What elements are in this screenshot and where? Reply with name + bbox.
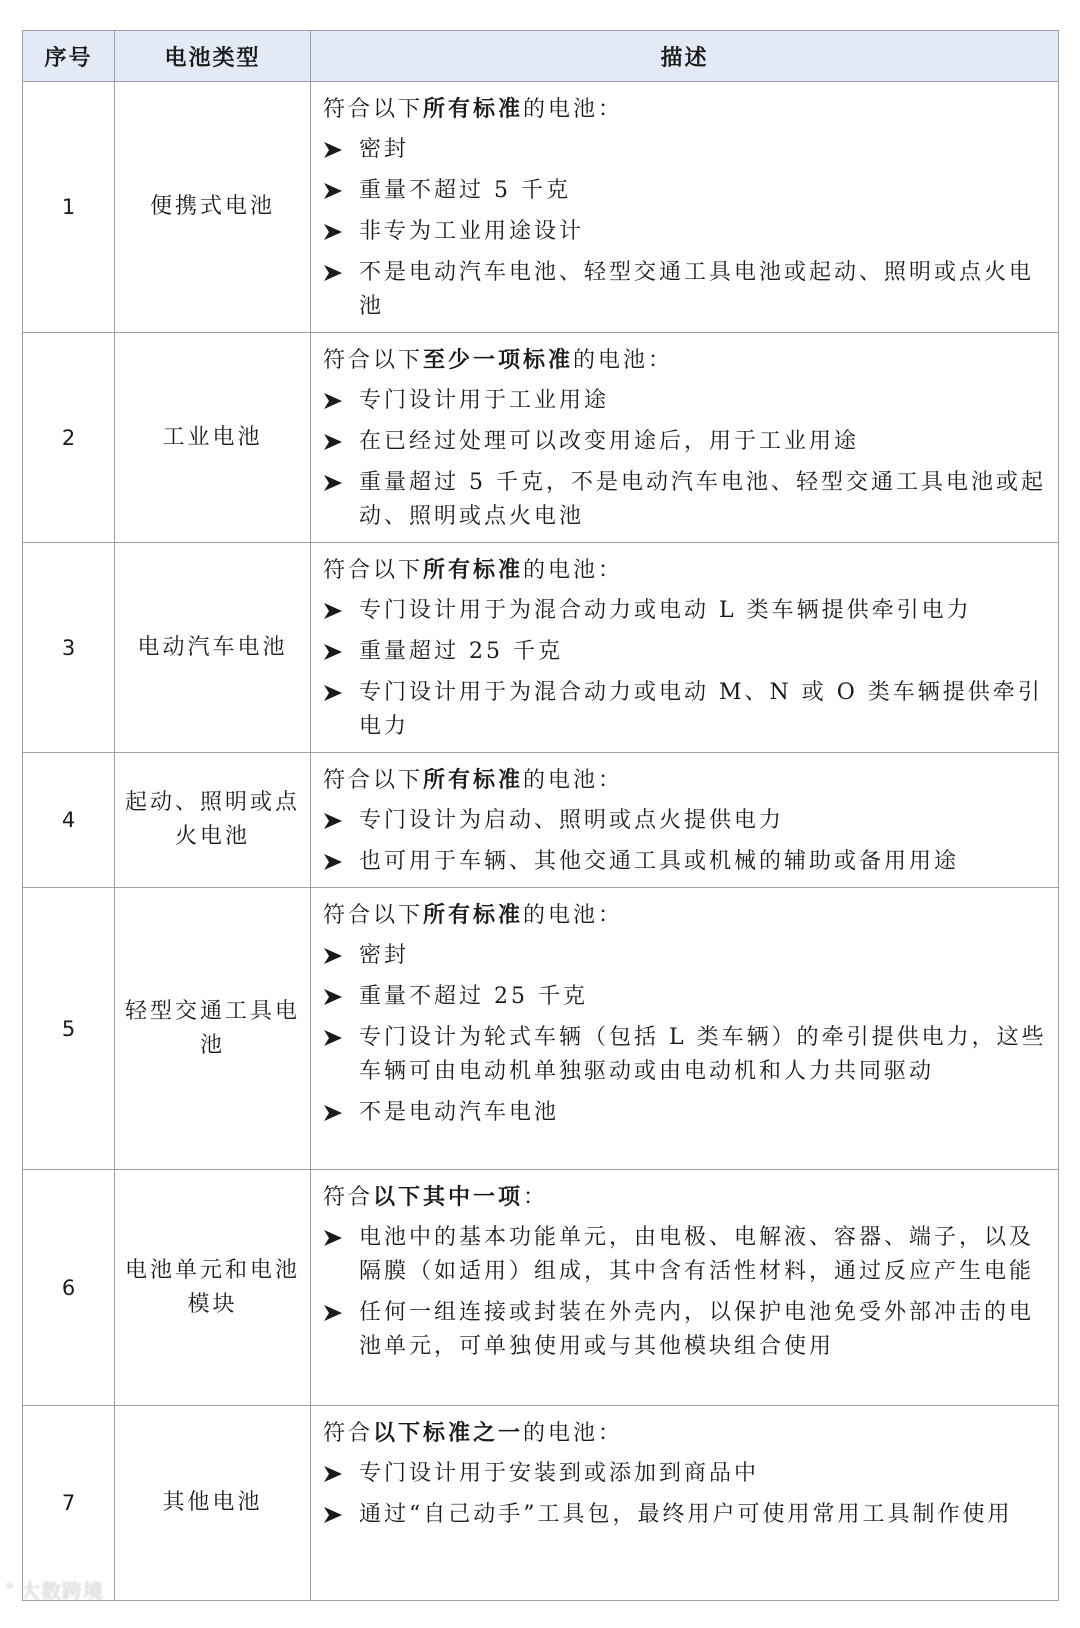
header-battery-type: 电池类型 (115, 31, 311, 82)
list-item (323, 425, 1048, 459)
criteria-lead-pre: 符合以下 (323, 768, 424, 793)
criteria-lead-bold: 以下标准之一 (373, 1420, 524, 1446)
criteria-lead-pre: 符合以下 (323, 97, 424, 122)
list-item (323, 1457, 1048, 1491)
list-item-text: 密封 (359, 943, 410, 968)
table-row (23, 888, 1059, 1170)
table-row (23, 753, 1059, 888)
criteria-list (323, 804, 1048, 879)
row-number: 2 (23, 333, 115, 543)
watermark (6, 1575, 104, 1604)
arrow-bullet-icon (323, 980, 359, 1014)
arrow-bullet-icon (323, 1221, 359, 1255)
row-battery-type: 电动汽车电池 (115, 543, 311, 753)
criteria-list (323, 1457, 1048, 1532)
criteria-lead-bold: 所有标准 (423, 557, 524, 583)
list-item-text: 通过“自己动手”工具包，最终用户可使用常用工具制作使用 (359, 1502, 1013, 1527)
list-item-text: 不是电动汽车电池 (359, 1100, 560, 1125)
row-description (311, 82, 1059, 333)
criteria-lead-bold: 所有标准 (423, 96, 524, 122)
row-description (311, 1406, 1059, 1601)
list-item (323, 174, 1048, 208)
list-item-text: 专门设计为启动、照明或点火提供电力 (359, 808, 785, 833)
criteria-list (323, 1221, 1048, 1364)
criteria-lead-bold: 所有标准 (423, 767, 524, 793)
arrow-bullet-icon (323, 466, 359, 500)
criteria-lead-pre: 符合 (323, 1185, 374, 1210)
arrow-bullet-icon (323, 425, 359, 459)
arrow-bullet-icon (323, 133, 359, 167)
row-number: 6 (23, 1170, 115, 1406)
criteria-list (323, 939, 1048, 1130)
list-item-text: 专门设计为轮式车辆（包括 L 类车辆）的牵引提供电力，这些车辆可由电动机单独驱动或由电动机和人力共同驱动 (359, 1025, 1047, 1084)
arrow-bullet-icon (323, 1096, 359, 1130)
list-item (323, 1498, 1048, 1532)
list-item (323, 466, 1048, 534)
list-item-text: 非专为工业用途设计 (359, 219, 585, 244)
table-row (23, 1170, 1059, 1406)
arrow-bullet-icon (323, 384, 359, 418)
header-description: 描述 (311, 31, 1059, 82)
row-number: 3 (23, 543, 115, 753)
header-number: 序号 (23, 31, 115, 82)
criteria-lead (323, 343, 1048, 378)
list-item-text: 电池中的基本功能单元，由电极、电解液、容器、端子，以及隔膜（如适用）组成，其中含有活性材料，通过反应产生电能 (359, 1225, 1035, 1284)
list-item-text: 不是电动汽车电池、轻型交通工具电池或起动、照明或点火电池 (359, 260, 1035, 319)
arrow-bullet-icon (323, 1296, 359, 1330)
list-item (323, 804, 1048, 838)
row-description (311, 1170, 1059, 1406)
criteria-lead-pre: 符合以下 (323, 558, 424, 583)
criteria-lead-bold: 至少一项标准 (423, 347, 574, 373)
list-item-text: 专门设计用于为混合动力或电动 L 类车辆提供牵引电力 (359, 598, 972, 623)
criteria-list (323, 384, 1048, 534)
list-item (323, 1096, 1048, 1130)
row-description (311, 888, 1059, 1170)
wechat-logo-icon: ᐡ (6, 1579, 15, 1600)
list-item-text: 专门设计用于工业用途 (359, 388, 610, 413)
arrow-bullet-icon (323, 1457, 359, 1491)
list-item (323, 384, 1048, 418)
arrow-bullet-icon (323, 1498, 359, 1532)
criteria-list (323, 594, 1048, 744)
criteria-lead-post: 的电池： (523, 903, 624, 928)
row-number: 1 (23, 82, 115, 333)
criteria-lead-pre: 符合以下 (323, 903, 424, 928)
table-row (23, 82, 1059, 333)
criteria-lead-bold: 所有标准 (423, 902, 524, 928)
battery-table-container (22, 30, 1058, 1601)
criteria-lead-bold: 以下其中一项 (373, 1184, 524, 1210)
arrow-bullet-icon (323, 215, 359, 249)
list-item (323, 594, 1048, 628)
criteria-lead-post: 的电池： (523, 768, 624, 793)
arrow-bullet-icon (323, 939, 359, 973)
criteria-lead-post: 的电池： (523, 558, 624, 583)
row-battery-type: 便携式电池 (115, 82, 311, 333)
list-item (323, 215, 1048, 249)
list-item (323, 256, 1048, 324)
arrow-bullet-icon (323, 676, 359, 710)
list-item (323, 133, 1048, 167)
watermark-text: 大数跨境 (20, 1579, 105, 1603)
list-item (323, 1221, 1048, 1289)
list-item-text: 任何一组连接或封装在外壳内，以保护电池免受外部冲击的电池单元，可单独使用或与其他模块组合使用 (359, 1300, 1035, 1359)
row-number: 4 (23, 753, 115, 888)
criteria-lead (323, 763, 1048, 798)
row-description (311, 543, 1059, 753)
list-item (323, 635, 1048, 669)
arrow-bullet-icon (323, 256, 359, 290)
list-item-text: 在已经过处理可以改变用途后，用于工业用途 (359, 429, 860, 454)
list-item (323, 980, 1048, 1014)
table-row (23, 333, 1059, 543)
arrow-bullet-icon (323, 845, 359, 879)
criteria-lead-pre: 符合 (323, 1421, 374, 1446)
list-item-text: 密封 (359, 137, 410, 162)
row-battery-type: 电池单元和电池模块 (115, 1170, 311, 1406)
criteria-lead (323, 898, 1048, 933)
list-item (323, 676, 1048, 744)
list-item (323, 1296, 1048, 1364)
arrow-bullet-icon (323, 635, 359, 669)
row-battery-type: 轻型交通工具电池 (115, 888, 311, 1170)
criteria-lead-pre: 符合以下 (323, 348, 424, 373)
row-number: 5 (23, 888, 115, 1170)
arrow-bullet-icon (323, 1021, 359, 1055)
table-row (23, 543, 1059, 753)
criteria-lead-post: 的电池： (573, 348, 674, 373)
row-description (311, 753, 1059, 888)
list-item-text: 专门设计用于为混合动力或电动 M、N 或 O 类车辆提供牵引电力 (359, 680, 1043, 739)
criteria-lead (323, 553, 1048, 588)
list-item-text: 也可用于车辆、其他交通工具或机械的辅助或备用用途 (359, 849, 960, 874)
criteria-lead (323, 1416, 1048, 1451)
list-item-text: 重量不超过 25 千克 (359, 984, 588, 1009)
list-item-text: 重量超过 25 千克 (359, 639, 563, 664)
row-description (311, 333, 1059, 543)
arrow-bullet-icon (323, 174, 359, 208)
criteria-lead (323, 92, 1048, 127)
row-battery-type: 工业电池 (115, 333, 311, 543)
list-item-text: 重量不超过 5 千克 (359, 178, 571, 203)
list-item-text: 重量超过 5 千克，不是电动汽车电池、轻型交通工具电池或起动、照明或点火电池 (359, 470, 1046, 529)
list-item (323, 939, 1048, 973)
arrow-bullet-icon (323, 804, 359, 838)
criteria-lead-post: 的电池： (523, 1421, 624, 1446)
battery-classification-table (22, 30, 1059, 1601)
table-body (23, 82, 1059, 1601)
arrow-bullet-icon (323, 594, 359, 628)
table-header-row (23, 31, 1059, 82)
list-item (323, 845, 1048, 879)
list-item-text: 专门设计用于安装到或添加到商品中 (359, 1461, 760, 1486)
list-item (323, 1021, 1048, 1089)
criteria-lead-post: 的电池： (523, 97, 624, 122)
row-battery-type: 起动、照明或点火电池 (115, 753, 311, 888)
row-number: 7 (23, 1406, 115, 1601)
criteria-lead (323, 1180, 1048, 1215)
table-row (23, 1406, 1059, 1601)
criteria-list (323, 133, 1048, 324)
criteria-lead-post: ： (523, 1185, 549, 1210)
row-battery-type: 其他电池 (115, 1406, 311, 1601)
